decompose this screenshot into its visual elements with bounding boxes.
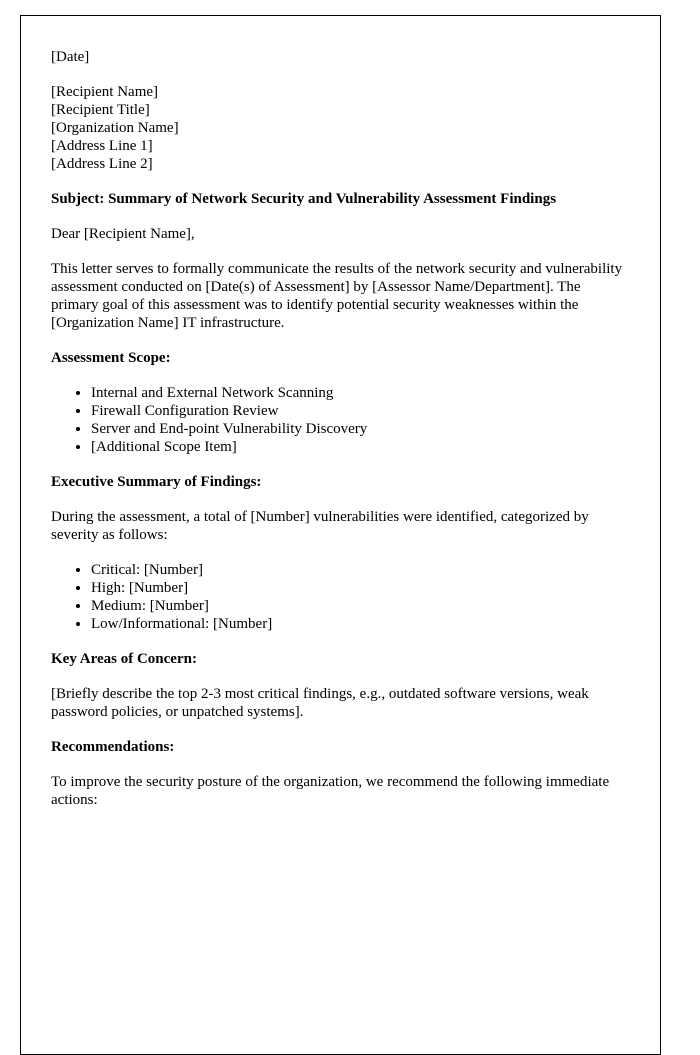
list-item: • Server and End-point Vulnerability Discovery	[91, 420, 628, 438]
assessment-scope-list	[51, 384, 628, 456]
severity-list	[51, 561, 628, 633]
list-item: • Medium: [Number]	[91, 597, 628, 615]
list-item: • High: [Number]	[91, 579, 628, 597]
recommendations-heading: Recommendations:	[51, 739, 175, 755]
letter-page	[20, 15, 661, 1055]
address-line-2: [Address Line 2]	[51, 156, 153, 172]
key-areas-heading: Key Areas of Concern:	[51, 651, 197, 667]
address-line-1: [Address Line 1]	[51, 138, 153, 154]
list-item: • Critical: [Number]	[91, 561, 628, 579]
organization-name-line: [Organization Name]	[51, 120, 179, 136]
recipient-address-block	[51, 83, 628, 173]
salutation: Dear [Recipient Name],	[51, 226, 195, 242]
recipient-name-line: [Recipient Name]	[51, 84, 159, 100]
list-item: • Firewall Configuration Review	[91, 402, 628, 420]
assessment-scope-heading: Assessment Scope:	[51, 350, 171, 366]
recipient-title-line: [Recipient Title]	[51, 102, 150, 118]
key-areas-paragraph: [Briefly describe the top 2-3 most critical findings, e.g., outdated software versions, weak password policies, or unpatched systems].	[51, 686, 589, 720]
subject-line: Subject: Summary of Network Security and Vulnerability Assessment Findings	[51, 191, 557, 207]
date-line: [Date]	[51, 49, 90, 65]
executive-summary-heading: Executive Summary of Findings:	[51, 474, 262, 490]
list-item: • [Additional Scope Item]	[91, 438, 628, 456]
list-item: • Low/Informational: [Number]	[91, 615, 628, 633]
intro-paragraph: This letter serves to formally communicate the results of the network security and vulnerability assessment conducted on [Date(s) of Assessment] by [Assessor Name/Department]. The primary goal of this assessment was to identify potential security weaknesses within the [Organization Name] IT infrastructure.	[51, 261, 623, 331]
summary-intro-paragraph: During the assessment, a total of [Number] vulnerabilities were identified, categorized by severity as follows:	[51, 509, 589, 543]
recommendations-intro-paragraph: To improve the security posture of the organization, we recommend the following immediate actions:	[51, 774, 610, 808]
list-item: • Internal and External Network Scanning	[91, 384, 628, 402]
